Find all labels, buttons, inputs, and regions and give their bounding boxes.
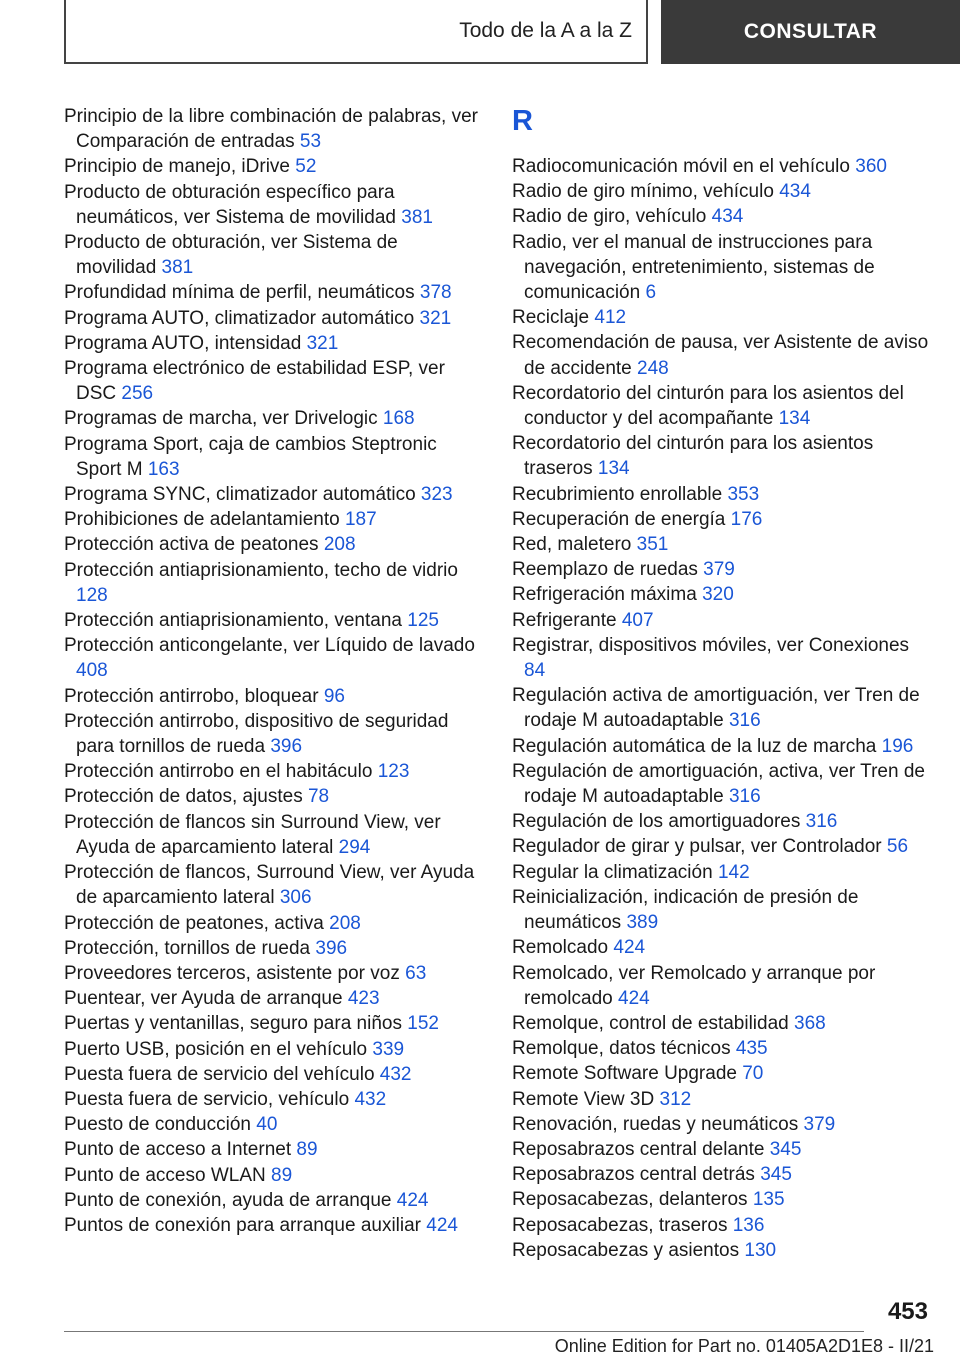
index-entry-text: Radio de giro mínimo, vehículo [512, 181, 774, 203]
index-entry-text: Profundidad mínima de perfil, neumáticos [64, 282, 415, 304]
index-entry-text: Protección antiaprisionamiento, ventana [64, 610, 402, 632]
index-entry [512, 734, 932, 759]
index-entry-page-link[interactable]: 353 [727, 483, 760, 505]
index-entry-page-link[interactable]: 306 [279, 887, 312, 909]
index-column-right [512, 104, 932, 1263]
index-entry-text: Protección activa de peatones [64, 534, 319, 556]
index-entry-text: Regular la climatización [512, 861, 713, 883]
index-entry-text: Protección antirrobo, dispositivo de seguridad para tornillos de rueda [64, 710, 449, 758]
index-entry-text: Recubrimiento enrollable [512, 483, 723, 505]
index-column-left [64, 104, 480, 1238]
index-entry-text: Programa Sport, caja de cambios Steptronic Sport M [64, 433, 437, 480]
index-entry-text: Remolcado [512, 937, 609, 959]
index-entry-page-link[interactable]: 379 [703, 559, 735, 581]
index-entry-text: Refrigerante [512, 609, 617, 631]
index-entry [64, 1011, 480, 1036]
index-entry-page-link[interactable]: 424 [426, 1214, 458, 1236]
index-entry-text: Refrigeración máxima [512, 584, 697, 606]
index-entry-page-link[interactable]: 424 [618, 987, 650, 1009]
index-entry [64, 230, 480, 280]
index-entry-page-link[interactable]: 396 [270, 736, 303, 758]
index-entry-text: Protección antirrobo, bloquear [64, 685, 319, 707]
index-entry [64, 1037, 480, 1062]
index-entry-page-link[interactable]: 368 [794, 1012, 826, 1034]
index-entry [64, 1213, 480, 1238]
index-entry-page-link[interactable]: 63 [405, 962, 427, 984]
index-entry [64, 331, 480, 356]
index-entry-page-link[interactable]: 407 [621, 609, 654, 631]
index-entry-text: Radiocomunicación móvil en el vehículo [512, 156, 850, 177]
index-entry-text: Puertas y ventanillas, seguro para niños [64, 1013, 402, 1035]
index-entry-text: Punto de acceso a Internet [64, 1139, 292, 1161]
index-entry [512, 1187, 932, 1212]
index-entry-page-link[interactable]: 89 [296, 1139, 318, 1161]
index-entry-page-link[interactable]: 345 [760, 1164, 792, 1186]
index-entry [512, 935, 932, 960]
index-entry-text: Regulación activa de amortiguación, ver Tren de rodaje M autoadaptable [512, 685, 920, 732]
index-entry-text: Radio de giro, vehículo [512, 206, 707, 228]
index-entry-page-link[interactable]: 187 [344, 509, 377, 531]
index-entry [512, 608, 932, 633]
section-tab[interactable] [661, 0, 960, 64]
index-entry [512, 431, 932, 481]
index-entry [64, 684, 480, 709]
index-entry [64, 709, 480, 759]
index-entry-page-link[interactable]: 389 [626, 912, 659, 934]
index-entry-text: Renovación, ruedas y neumáticos [512, 1113, 799, 1135]
index-entry [512, 1137, 932, 1162]
index-entry [64, 633, 480, 683]
index-entry-page-link[interactable]: 176 [730, 508, 763, 530]
index-entry [64, 356, 480, 406]
index-entry-page-link[interactable]: 396 [315, 937, 348, 959]
index-entry [64, 936, 480, 961]
index-entry-text: Puesta fuera de servicio, vehículo [64, 1088, 350, 1110]
index-entry-page-link[interactable]: 321 [419, 307, 452, 329]
index-entry-page-link[interactable]: 294 [338, 836, 371, 858]
index-entry-page-link[interactable]: 424 [613, 937, 646, 959]
index-entry [512, 179, 932, 204]
index-entry-text: Reciclaje [512, 307, 590, 329]
index-entry-text: Programa AUTO, climatizador automático [64, 307, 415, 329]
index-entry-text: Recuperación de energía [512, 508, 726, 530]
index-entry-text: Radio, ver el manual de instrucciones para navegación, entretenimiento, sistemas de comunicación [512, 231, 875, 304]
index-entry-text: Proveedores terceros, asistente por voz [64, 962, 400, 984]
index-entry-page-link[interactable]: 84 [524, 660, 546, 682]
index-entry [512, 1162, 932, 1187]
index-entry-page-link[interactable]: 323 [420, 484, 453, 506]
index-entry [512, 1061, 932, 1086]
index-entry-text: Protección antirrobo en el habitáculo [64, 761, 373, 783]
index-entry [64, 482, 480, 507]
index-entry-text: Producto de obturación específico para neumáticos, ver Sistema de movilidad [64, 181, 396, 228]
index-entry-page-link[interactable]: 435 [735, 1038, 768, 1060]
index-entry-text: Puerto USB, posición en el vehículo [64, 1038, 368, 1060]
index-entry-page-link[interactable]: 423 [347, 988, 380, 1010]
index-entry [512, 204, 932, 229]
index-entry-text: Protección anticongelante, ver Líquido de lavado [64, 635, 475, 657]
index-entry [512, 1238, 932, 1263]
index-entry-page-link[interactable]: 135 [752, 1189, 785, 1211]
index-entry-page-link[interactable]: 40 [256, 1114, 278, 1136]
index-entry-text: Producto de obturación, ver Sistema de movilidad [64, 232, 398, 279]
index-letter-heading: R [512, 105, 533, 137]
index-entry-text: Protección de datos, ajustes [64, 786, 303, 808]
index-entry-page-link[interactable]: 408 [76, 660, 108, 682]
index-entry-text: Reemplazo de ruedas [512, 559, 698, 581]
index-entry-page-link[interactable]: 381 [161, 257, 194, 279]
index-entry [512, 759, 932, 809]
index-entry-page-link[interactable]: 381 [401, 206, 433, 228]
index-entry [512, 305, 932, 330]
index-entry [512, 230, 932, 306]
index-entry-page-link[interactable]: 78 [307, 786, 330, 808]
index-entry-text: Remolque, control de estabilidad [512, 1012, 789, 1034]
index-entry-page-link[interactable]: 70 [742, 1063, 764, 1085]
index-entry-page-link[interactable]: 320 [702, 584, 734, 606]
index-entry [64, 558, 480, 608]
page-number: 453 [887, 1298, 928, 1325]
index-entry-page-link[interactable]: 432 [379, 1063, 412, 1085]
index-entry [512, 1011, 932, 1036]
index-entry [512, 482, 932, 507]
index-entry-page-link[interactable]: 360 [855, 156, 887, 177]
index-entry-text: Regulación automática de la luz de marcha [512, 735, 877, 757]
index-entry-page-link[interactable]: 434 [711, 206, 744, 228]
index-entry-page-link[interactable]: 128 [76, 584, 108, 606]
index-entry-text: Protección de flancos, Surround View, ver Ayuda de aparcamiento lateral [64, 862, 475, 909]
index-entry-text: Programa AUTO, intensidad [64, 332, 302, 354]
index-entry [64, 1137, 480, 1162]
index-entry-page-link[interactable]: 196 [881, 735, 914, 757]
index-entry-page-link[interactable]: 142 [717, 861, 750, 883]
chapter-tab-label: Todo de la A a la Z [459, 19, 632, 42]
index-entry [64, 532, 480, 557]
index-entry [64, 306, 480, 331]
index-entry-text: Red, maletero [512, 534, 632, 556]
index-entry [512, 1213, 932, 1238]
index-entry [512, 507, 932, 532]
index-entry-text: Reposabrazos central detrás [512, 1164, 755, 1186]
index-entry-page-link[interactable]: 339 [372, 1038, 405, 1060]
index-entry-page-link[interactable]: 412 [594, 307, 627, 329]
index-entry-text: Protección, tornillos de rueda [64, 937, 311, 959]
index-entry-page-link[interactable]: 130 [744, 1239, 777, 1261]
index-entry [64, 1087, 480, 1112]
index-entry [64, 1188, 480, 1213]
index-entry [64, 280, 480, 305]
index-entry [64, 608, 480, 633]
index-entry [512, 582, 932, 607]
index-entry-page-link[interactable]: 316 [728, 786, 761, 808]
index-entry-page-link[interactable]: 96 [323, 685, 345, 707]
index-entry-text: Regulación de amortiguación, activa, ver Tren de rodaje M autoadaptable [512, 760, 925, 808]
index-entry-text: Prohibiciones de adelantamiento [64, 509, 340, 531]
index-entry-text: Recomendación de pausa, ver Asistente de aviso de accidente [512, 332, 929, 379]
index-entry-page-link[interactable]: 53 [299, 131, 322, 153]
index-entry-text: Principio de manejo, iDrive [64, 156, 290, 178]
index-entry-page-link[interactable]: 378 [419, 282, 452, 304]
index-entry [64, 1163, 480, 1188]
index-entry-text: Remolque, datos técnicos [512, 1038, 731, 1060]
index-entry-page-link[interactable]: 152 [407, 1013, 439, 1035]
index-entry-text: Programa SYNC, climatizador automático [64, 484, 416, 506]
index-entry-text: Regulación de los amortiguadores [512, 811, 801, 833]
chapter-tab[interactable] [64, 0, 648, 64]
footer-edition: Online Edition for Part no. 01405A2D1E8 - II/21 [554, 1336, 934, 1356]
index-entry-page-link[interactable]: 316 [805, 811, 838, 833]
index-entry-text: Protección de peatones, activa [64, 912, 324, 934]
index-entry-page-link[interactable]: 125 [407, 610, 439, 632]
index-entry [512, 1087, 932, 1112]
index-entry [64, 104, 480, 154]
index-entry-page-link[interactable]: 248 [637, 357, 669, 379]
index-entry-page-link[interactable]: 351 [636, 534, 669, 556]
footer-divider [64, 1331, 864, 1332]
index-entry-text: Remolcado, ver Remolcado y arranque por remolcado [512, 962, 876, 1009]
index-entry-text: Puentear, ver Ayuda de arranque [64, 988, 343, 1010]
index-entry-text: Protección antiaprisionamiento, techo de vidrio [64, 559, 458, 581]
index-entry [512, 834, 932, 859]
index-entry [64, 1112, 480, 1137]
index-entry-page-link[interactable]: 345 [769, 1138, 802, 1160]
index-entry-text: Reinicialización, indicación de presión de neumáticos [512, 886, 859, 934]
index-entry-page-link[interactable]: 134 [597, 458, 630, 480]
index-entry-text: Remote Software Upgrade [512, 1063, 737, 1085]
index-entry-page-link[interactable]: 434 [779, 181, 811, 203]
index-entry [512, 381, 932, 431]
index-entry [512, 1036, 932, 1061]
index-entry-text: Programa electrónico de estabilidad ESP, ver DSC [64, 358, 445, 405]
index-entry-text: Reposacabezas, traseros [512, 1214, 728, 1236]
index-entry [512, 683, 932, 733]
index-entry [64, 986, 480, 1011]
index-entry-page-link[interactable]: 424 [396, 1189, 429, 1211]
index-entry [512, 330, 932, 380]
index-entry-text: Regulador de girar y pulsar, ver Controlador [512, 836, 882, 858]
index-entry-text: Puesta fuera de servicio del vehículo [64, 1063, 375, 1085]
index-entry [64, 432, 480, 482]
index-entry-text: Recordatorio del cinturón para los asientos traseros [512, 433, 874, 480]
index-entry-page-link[interactable]: 56 [886, 836, 909, 858]
index-entry-page-link[interactable]: 208 [329, 912, 361, 934]
index-entry-page-link[interactable]: 321 [306, 332, 339, 354]
index-entry [512, 809, 932, 834]
index-entry [64, 180, 480, 230]
index-entry-text: Remote View 3D [512, 1088, 655, 1110]
index-entry-page-link[interactable]: 89 [271, 1164, 293, 1186]
index-entry-text: Reposacabezas, delanteros [512, 1189, 748, 1211]
index-entry-text: Puntos de conexión para arranque auxiliar [64, 1214, 422, 1236]
index-entry-page-link[interactable]: 432 [354, 1088, 387, 1110]
index-entry [64, 961, 480, 986]
index-entry-text: Punto de acceso WLAN [64, 1164, 266, 1186]
index-entry [64, 860, 480, 910]
index-entry-text: Registrar, dispositivos móviles, ver Conexiones [512, 634, 910, 656]
index-entry [64, 810, 480, 860]
index-entry-page-link[interactable]: 168 [382, 408, 415, 430]
index-entry-page-link[interactable]: 316 [728, 710, 761, 732]
index-entry [512, 1112, 932, 1137]
index-entry-page-link[interactable]: 52 [295, 156, 317, 178]
index-entry [64, 507, 480, 532]
index-entry-text: Recordatorio del cinturón para los asientos del conductor y del acompañante [512, 382, 904, 430]
index-entry [512, 532, 932, 557]
index-entry-page-link[interactable]: 208 [323, 534, 356, 556]
index-entry-text: Reposacabezas y asientos [512, 1239, 740, 1261]
index-entry-page-link[interactable]: 136 [732, 1214, 765, 1236]
index-entry [512, 154, 932, 179]
index-entry [64, 911, 480, 936]
index-entry-page-link[interactable]: 312 [659, 1088, 692, 1110]
index-entry-text: Punto de conexión, ayuda de arranque [64, 1189, 392, 1211]
index-entry-text: Principio de la libre combinación de palabras, ver Comparación de entradas [64, 106, 479, 153]
index-entry-page-link[interactable]: 256 [121, 383, 154, 405]
index-entry [512, 633, 932, 683]
index-entry [512, 885, 932, 935]
index-entry-text: Reposabrazos central delante [512, 1138, 765, 1160]
index-entry-page-link[interactable]: 134 [778, 408, 811, 430]
index-entry-text: Programas de marcha, ver Drivelogic [64, 408, 378, 430]
index-entry-page-link[interactable]: 163 [147, 458, 180, 480]
index-entry [512, 860, 932, 885]
index-entry [64, 1062, 480, 1087]
index-entry [64, 784, 480, 809]
index-entry-text: Protección de flancos sin Surround View, ver Ayuda de aparcamiento lateral [64, 811, 441, 858]
index-entry [64, 759, 480, 784]
index-entry-text: Puesto de conducción [64, 1114, 251, 1136]
index-entry-page-link[interactable]: 6 [645, 282, 657, 304]
index-entry-page-link[interactable]: 123 [377, 761, 410, 783]
index-entry [512, 557, 932, 582]
section-tab-label: CONSULTAR [743, 20, 878, 43]
index-entry [64, 406, 480, 431]
index-entry-page-link[interactable]: 379 [803, 1113, 836, 1135]
index-entry [64, 154, 480, 179]
index-entry [512, 961, 932, 1011]
